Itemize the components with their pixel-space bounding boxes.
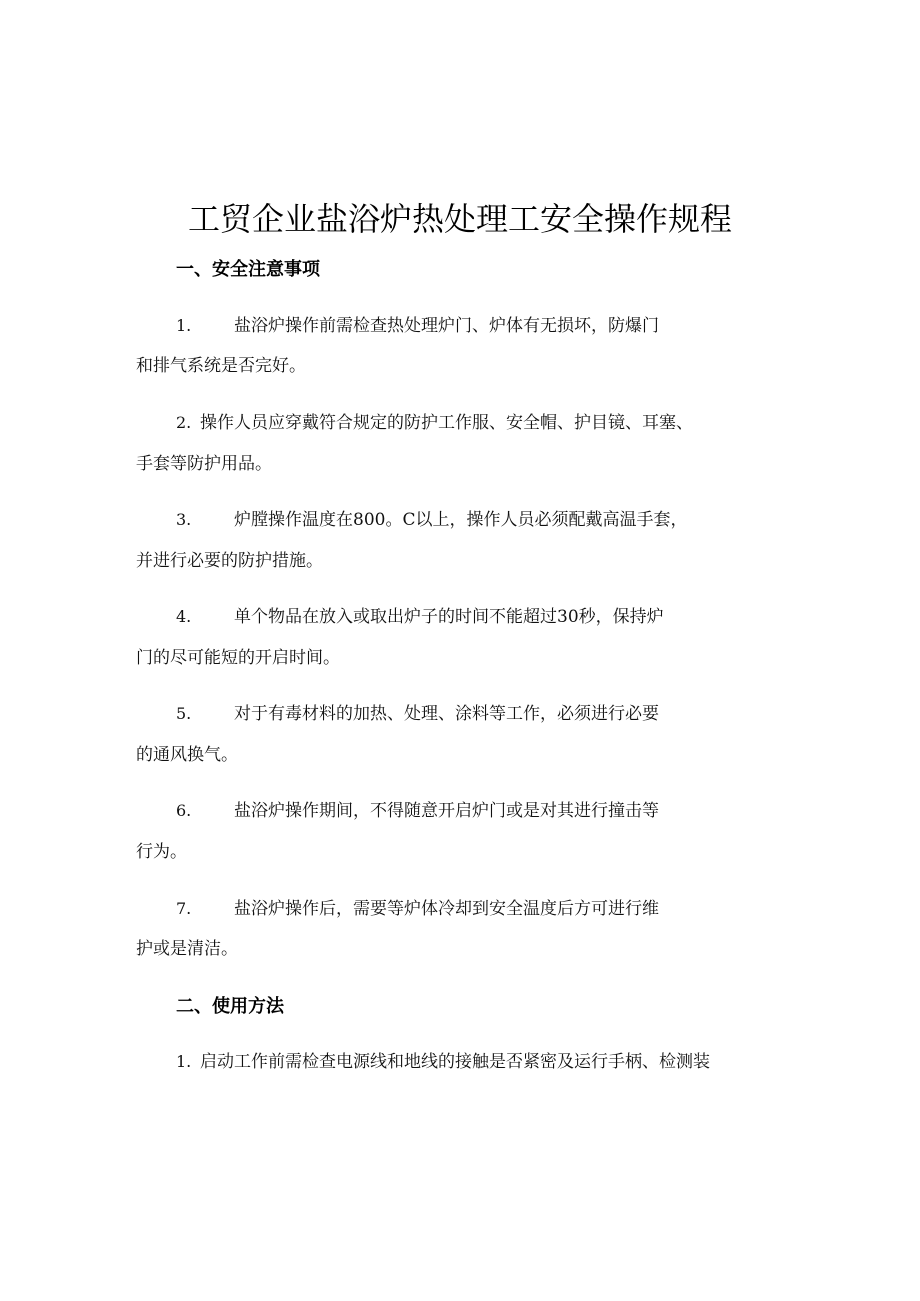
list-item — [176, 797, 659, 825]
item-text-line2: 护或是清洁。 — [136, 939, 238, 959]
item-number: 4. — [176, 607, 192, 626]
list-item — [176, 700, 659, 728]
item-text-line2: 的通风换气。 — [136, 745, 238, 765]
item-number: 1. — [176, 316, 192, 335]
item-text-line1: 盐浴炉操作前需检查热处理炉门、炉体有无损坏，防爆门 — [234, 316, 659, 336]
item-number: 5. — [176, 704, 192, 723]
list-item — [176, 506, 687, 534]
list-item — [176, 312, 659, 340]
item-text-line2: 并进行必要的防护措施。 — [136, 551, 323, 571]
item-number: 7. — [176, 899, 192, 918]
item-number: 2. — [176, 413, 192, 432]
item-number: 1. — [176, 1052, 192, 1071]
item-text-line1: 操作人员应穿戴符合规定的防护工作服、安全帽、护目镜、耳塞、 — [200, 413, 693, 433]
list-item — [176, 895, 659, 923]
section-heading-safety: 一、安全注意事项 — [176, 259, 320, 280]
list-item — [176, 603, 664, 631]
item-text-line1: 单个物品在放入或取出炉子的时间不能超过30秒，保持炉 — [234, 607, 664, 627]
section-heading-usage: 二、使用方法 — [176, 996, 284, 1017]
item-text-line1: 启动工作前需检查电源线和地线的接触是否紧密及运行手柄、检测装 — [200, 1052, 710, 1072]
list-item — [176, 1048, 710, 1076]
item-text-line2: 和排气系统是否完好。 — [136, 356, 306, 376]
item-number: 3. — [176, 510, 192, 529]
item-text-line2: 手套等防护用品。 — [136, 454, 272, 474]
item-text-line1: 炉膛操作温度在800。C以上，操作人员必须配戴高温手套， — [234, 510, 688, 530]
item-text-line1: 盐浴炉操作期间，不得随意开启炉门或是对其进行撞击等 — [234, 801, 659, 821]
list-item — [176, 409, 693, 437]
item-text-line1: 对于有毒材料的加热、处理、涂料等工作，必须进行必要 — [234, 704, 659, 724]
item-text-line2: 行为。 — [136, 842, 187, 862]
document-title: 工贸企业盐浴炉热处理工安全操作规程 — [187, 200, 732, 238]
item-text-line2: 门的尽可能短的开启时间。 — [136, 648, 340, 668]
item-number: 6. — [176, 801, 192, 820]
item-text-line1: 盐浴炉操作后，需要等炉体冷却到安全温度后方可进行维 — [234, 899, 659, 919]
